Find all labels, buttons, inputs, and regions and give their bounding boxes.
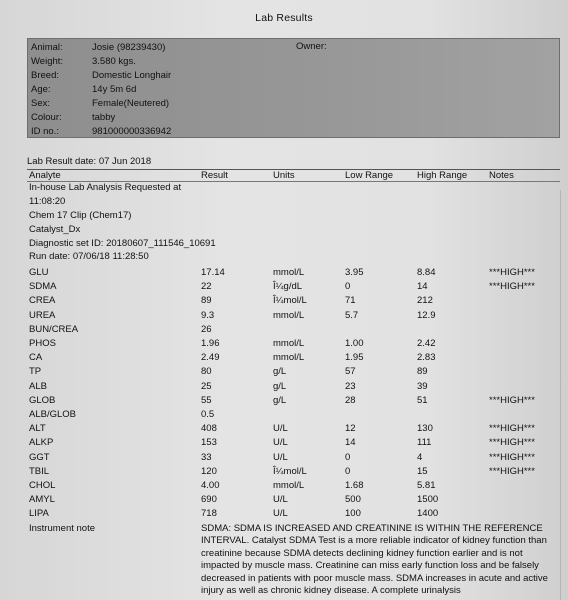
cell-high-range: 12.9 xyxy=(417,309,436,321)
cell-high-range: 2.42 xyxy=(417,338,436,349)
cell-result: 89 xyxy=(201,295,212,307)
cell-units: g/L xyxy=(273,394,287,406)
table-row xyxy=(0,310,568,322)
cell-units: U/L xyxy=(273,494,288,506)
table-row xyxy=(0,452,568,464)
cell-result: 33 xyxy=(201,451,212,463)
cell-high-range: 111 xyxy=(417,437,432,449)
cell-high-range: 39 xyxy=(417,380,428,392)
column-header-high-range: High Range xyxy=(417,170,468,181)
cell-analyte: ALT xyxy=(29,423,46,435)
meta-line: 11:08:20 xyxy=(29,196,66,207)
field-value: Josie (98239430) xyxy=(92,42,166,53)
cell-units: mmol/L xyxy=(273,352,305,364)
cell-notes: ***HIGH*** xyxy=(489,267,535,278)
cell-high-range: 1400 xyxy=(417,508,439,520)
cell-result: 22 xyxy=(201,281,212,293)
cell-analyte: SDMA xyxy=(29,281,57,293)
column-header-result: Result xyxy=(201,170,228,181)
table-row xyxy=(0,508,568,520)
cell-analyte: PHOS xyxy=(29,338,56,349)
cell-result: 4.00 xyxy=(201,480,220,491)
column-header-low-range: Low Range xyxy=(345,170,394,181)
table-row xyxy=(0,295,568,307)
cell-result: 0.5 xyxy=(201,409,215,420)
table-row xyxy=(0,494,568,506)
field-label: Animal: xyxy=(31,42,63,53)
table-row xyxy=(0,324,568,336)
cell-result: 1.96 xyxy=(201,338,220,349)
cell-units: Î¼mol/L xyxy=(273,295,307,307)
cell-high-range: 8.84 xyxy=(417,267,436,278)
cell-analyte: TBIL xyxy=(29,465,50,477)
cell-units: U/L xyxy=(273,451,288,463)
cell-units: g/L xyxy=(273,380,287,392)
table-row xyxy=(0,338,568,350)
cell-low-range: 12 xyxy=(345,423,356,435)
field-label: ID no.: xyxy=(31,126,59,137)
cell-analyte: GLU xyxy=(29,267,49,278)
cell-high-range: 15 xyxy=(417,465,428,477)
cell-units: mmol/L xyxy=(273,338,305,349)
cell-low-range: 23 xyxy=(345,380,356,392)
cell-result: 408 xyxy=(201,423,217,435)
field-value: Domestic Longhair xyxy=(92,70,172,81)
cell-low-range: 100 xyxy=(345,508,361,520)
patient-info-panel xyxy=(27,38,560,138)
cell-units: U/L xyxy=(273,423,288,435)
cell-analyte: ALKP xyxy=(29,437,54,449)
table-row xyxy=(0,409,568,421)
meta-line: Run date: 07/06/18 11:28:50 xyxy=(29,251,149,262)
cell-result: 2.49 xyxy=(201,352,220,364)
cell-high-range: 89 xyxy=(417,366,428,378)
cell-analyte: ALB/GLOB xyxy=(29,409,76,420)
field-label: Sex: xyxy=(31,98,51,109)
meta-line: Chem 17 Clip (Chem17) xyxy=(29,210,132,221)
cell-analyte: CHOL xyxy=(29,480,56,491)
cell-low-range: 0 xyxy=(345,451,351,463)
cell-high-range: 212 xyxy=(417,295,433,307)
cell-high-range: 130 xyxy=(417,423,433,435)
owner-label: Owner: xyxy=(296,41,327,52)
cell-result: 55 xyxy=(201,394,212,406)
field-label: Age: xyxy=(31,84,51,95)
page-title: Lab Results xyxy=(255,12,313,24)
cell-analyte: CA xyxy=(29,352,43,364)
cell-low-range: 1.68 xyxy=(345,480,364,491)
cell-low-range: 57 xyxy=(345,366,356,378)
field-value: 981000000336942 xyxy=(92,126,172,137)
meta-line: Catalyst_Dx xyxy=(29,224,81,235)
cell-analyte: AMYL xyxy=(29,494,55,506)
cell-high-range: 2.83 xyxy=(417,352,436,364)
cell-low-range: 71 xyxy=(345,295,356,307)
cell-high-range: 5.81 xyxy=(417,480,436,491)
cell-units: g/L xyxy=(273,366,287,378)
page-edge-divider xyxy=(560,190,561,600)
cell-low-range: 3.95 xyxy=(345,267,364,278)
cell-units: mmol/L xyxy=(273,480,305,491)
cell-units: Î¼mol/L xyxy=(273,465,307,477)
cell-low-range: 500 xyxy=(345,494,361,506)
field-label: Breed: xyxy=(31,70,59,81)
column-header-notes: Notes xyxy=(489,170,514,181)
cell-analyte: CREA xyxy=(29,295,56,307)
cell-result: 120 xyxy=(201,465,217,477)
field-label: Colour: xyxy=(31,112,62,123)
cell-units: Î¼g/dL xyxy=(273,281,303,293)
cell-result: 9.3 xyxy=(201,309,215,321)
table-row xyxy=(0,281,568,293)
cell-high-range: 1500 xyxy=(417,494,439,506)
result-date: Lab Result date: 07 Jun 2018 xyxy=(27,156,152,167)
cell-units: U/L xyxy=(273,437,288,449)
meta-line: In-house Lab Analysis Requested at xyxy=(29,182,182,193)
cell-notes: ***HIGH*** xyxy=(489,281,535,293)
cell-analyte: BUN/CREA xyxy=(29,323,79,335)
cell-analyte: LIPA xyxy=(29,508,49,520)
column-header-analyte: Analyte xyxy=(29,170,61,181)
cell-units: mmol/L xyxy=(273,309,305,321)
table-row xyxy=(0,395,568,407)
cell-result: 690 xyxy=(201,494,217,506)
cell-result: 26 xyxy=(201,323,212,335)
cell-low-range: 0 xyxy=(345,281,351,293)
table-row xyxy=(0,381,568,393)
meta-line: Diagnostic set ID: 20180607_111546_10691 xyxy=(29,238,216,249)
column-header-units: Units xyxy=(273,170,295,181)
cell-low-range: 28 xyxy=(345,394,356,406)
table-row xyxy=(0,267,568,279)
cell-units: U/L xyxy=(273,508,288,520)
field-value: tabby xyxy=(92,112,116,123)
cell-result: 17.14 xyxy=(201,267,225,278)
cell-high-range: 4 xyxy=(417,451,423,463)
cell-analyte: GLOB xyxy=(29,394,56,406)
cell-result: 153 xyxy=(201,437,217,449)
cell-result: 80 xyxy=(201,366,212,378)
cell-notes: ***HIGH*** xyxy=(489,394,535,406)
cell-analyte: ALB xyxy=(29,380,47,392)
cell-notes: ***HIGH*** xyxy=(489,451,535,463)
field-value: 3.580 kgs. xyxy=(92,56,136,67)
field-value: Female(Neutered) xyxy=(92,98,170,109)
cell-analyte: UREA xyxy=(29,309,56,321)
table-row xyxy=(0,366,568,378)
cell-low-range: 14 xyxy=(345,437,356,449)
cell-notes: ***HIGH*** xyxy=(489,465,535,477)
table-row xyxy=(0,480,568,492)
cell-units: mmol/L xyxy=(273,267,305,278)
cell-result: 718 xyxy=(201,508,217,520)
table-row xyxy=(0,466,568,478)
cell-notes: ***HIGH*** xyxy=(489,437,535,449)
cell-result: 25 xyxy=(201,380,212,392)
cell-low-range: 1.95 xyxy=(345,352,364,364)
cell-low-range: 1.00 xyxy=(345,338,364,349)
cell-analyte: TP xyxy=(29,366,42,378)
table-header xyxy=(27,169,560,182)
cell-high-range: 51 xyxy=(417,394,428,406)
cell-analyte: GGT xyxy=(29,451,50,463)
instrument-note-label: Instrument note xyxy=(29,523,96,534)
cell-low-range: 5.7 xyxy=(345,309,359,321)
table-row xyxy=(0,423,568,435)
field-label: Weight: xyxy=(31,56,64,67)
table-row xyxy=(0,352,568,364)
field-value: 14y 5m 6d xyxy=(92,84,137,95)
table-row xyxy=(0,437,568,449)
cell-low-range: 0 xyxy=(345,465,351,477)
instrument-note-text: SDMA: SDMA IS INCREASED AND CREATININE IS WITHIN THE REFERENCE INTERVAL. Catalyst SDMA Test is a more reliable indicator of kidney function than creatinine because SDMA detects declining kidney function earlier and is not impacted by muscle mass. Creatinine can miss early function loss and be falsely decreased in patients with poor muscle mass. SDMA increases in acute and active injury as well as chronic kidney disease. A complete urinalysis xyxy=(201,523,548,597)
cell-high-range: 14 xyxy=(417,281,428,293)
cell-notes: ***HIGH*** xyxy=(489,423,535,435)
